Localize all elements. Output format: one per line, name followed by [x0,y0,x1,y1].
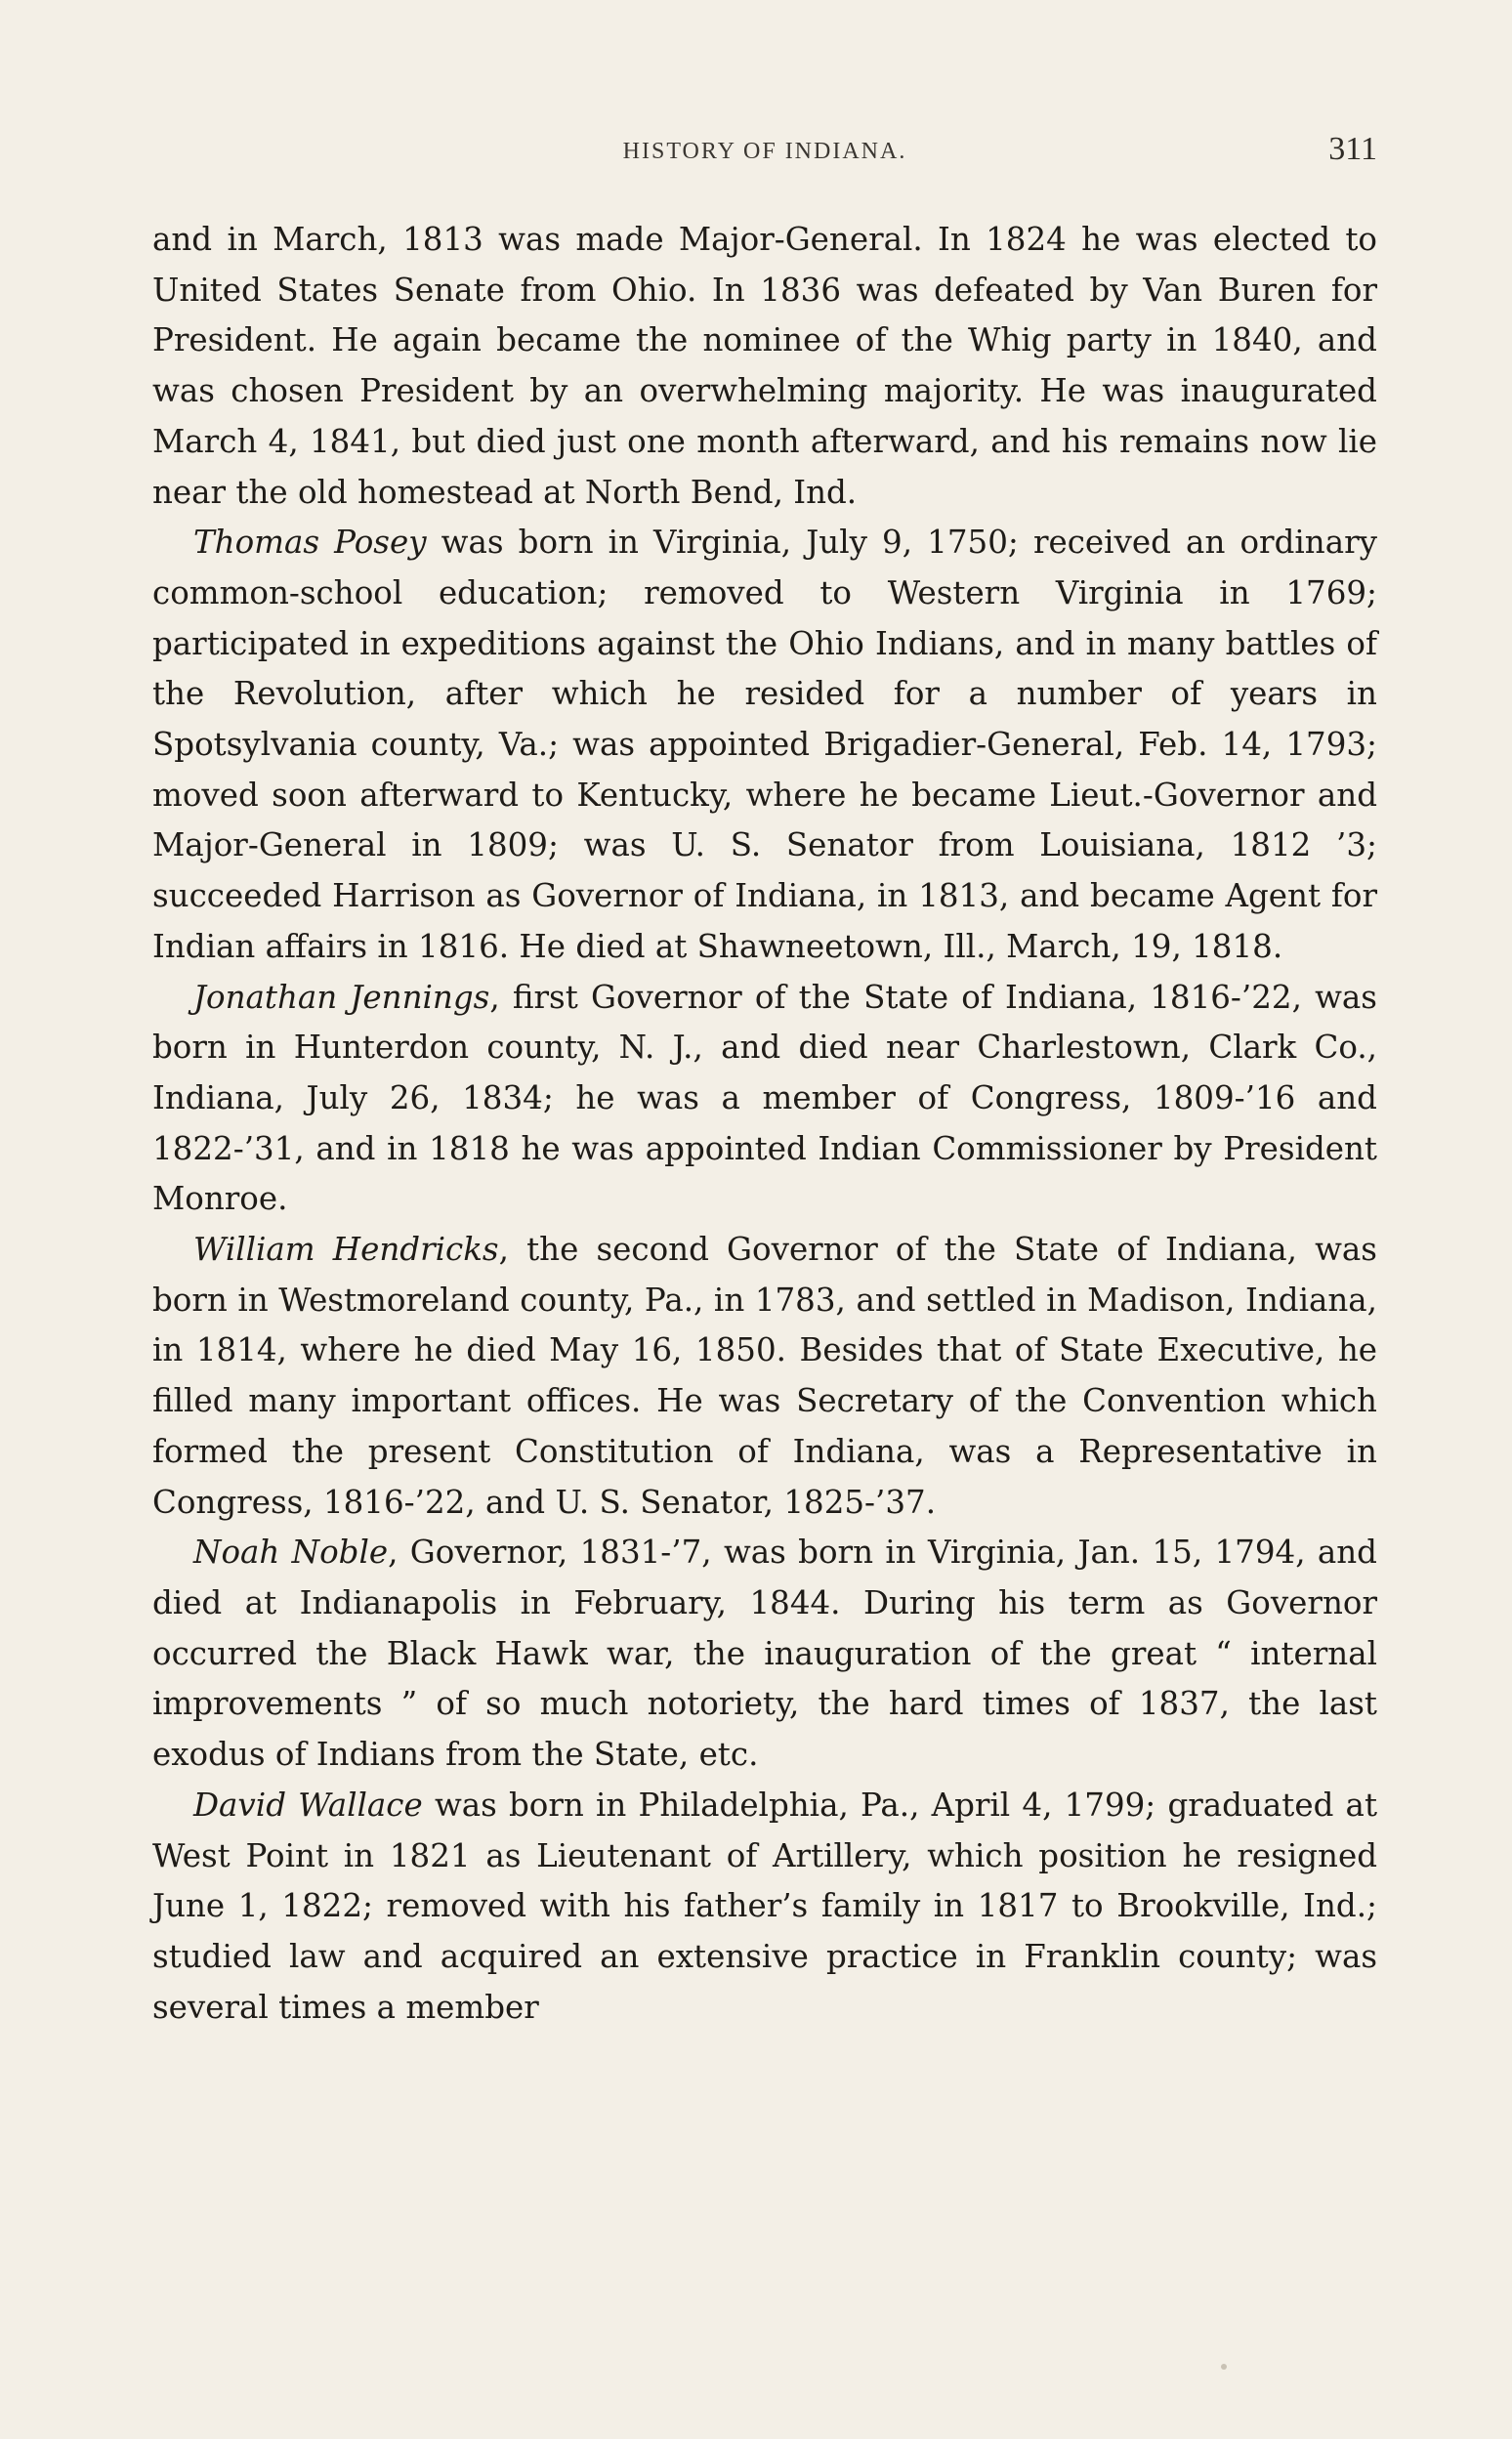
paragraph-thomas-posey [152,518,1377,972]
paragraph-text: , the second Governor of the State of Indiana, was born in Westmoreland county, Pa., in 1783, and settled in Madison, Indiana, in 1814, where he died May 16, 1850. Besides that of State Executive, he filled many important offices. He was Secretary of the Convention which formed the present Constitution of Indiana, was a Representative in Congress, 1816-’22, and U. S. Senator, 1825-’37. [152,1231,1377,1521]
running-head [152,131,1377,178]
person-name: Thomas Posey [193,524,427,562]
paper-speck [1221,2364,1227,2370]
person-name: David Wallace [193,1786,423,1824]
paragraph-noah-noble [152,1528,1377,1781]
paragraph-harrison-continued [152,215,1377,518]
paragraph-david-wallace [152,1781,1377,2034]
paragraph-text: was born in Philadelphia, Pa., April 4, 1799; graduated at West Point in 1821 as Lieutenant of Artillery, which position he resigned June 1, 1822; removed with his father’s family in 1817 to Brookville, Ind.; studied law and acquired an extensive practice in Franklin county; was several times a member [152,1786,1377,2026]
page-number: 311 [1328,131,1377,167]
paragraph-jonathan-jennings [152,973,1377,1226]
person-name: Jonathan Jennings [193,978,490,1016]
paragraph-text: , first Governor of the State of Indiana, 1816-’22, was born in Hunterdon county, N. J., and died near Charlestown, Clark Co., Indiana, July 26, 1834; he was a member of Congress, 1809-’16 and 1822-’31, and in 1818 he was appointed Indian Commissioner by President Monroe. [152,978,1377,1218]
person-name: Noah Noble [193,1534,389,1572]
paragraph-text: and in March, 1813 was made Major-General. In 1824 he was elected to United States Senate from Ohio. In 1836 was defeated by Van Buren for President. He again became the nominee of the Whig party in 1840, and was chosen President by an overwhelming majority. He was inaugurated March 4, 1841, but died just one month afterward, and his remains now lie near the old homestead at North Bend, Ind. [152,221,1377,511]
person-name: William Hendricks [193,1231,499,1269]
body-text [152,215,1377,2033]
paragraph-text: , Governor, 1831-’7, was born in Virginia, Jan. 15, 1794, and died at Indianapolis in February, 1844. During his term as Governor occurred the Black Hawk war, the inauguration of the great “ internal improvements ” of so much notoriety, the hard times of 1837, the last exodus of Indians from the State, etc. [152,1534,1377,1774]
paragraph-text: was born in Virginia, July 9, 1750; received an ordinary common-school education; removed to Western Virginia in 1769; participated in expeditions against the Ohio Indians, and in many battles of the Revolution, after which he resided for a number of years in Spotsylvania county, Va.; was appointed Brigadier-General, Feb. 14, 1793; moved soon afterward to Kentucky, where he became Lieut.-Governor and Major-General in 1809; was U. S. Senator from Louisiana, 1812 ’3; succeeded Harrison as Governor of Indiana, in 1813, and became Agent for Indian affairs in 1816. He died at Shawneetown, Ill., March, 19, 1818. [152,524,1377,965]
running-title: HISTORY OF INDIANA. [622,139,907,164]
paragraph-william-hendricks [152,1225,1377,1528]
